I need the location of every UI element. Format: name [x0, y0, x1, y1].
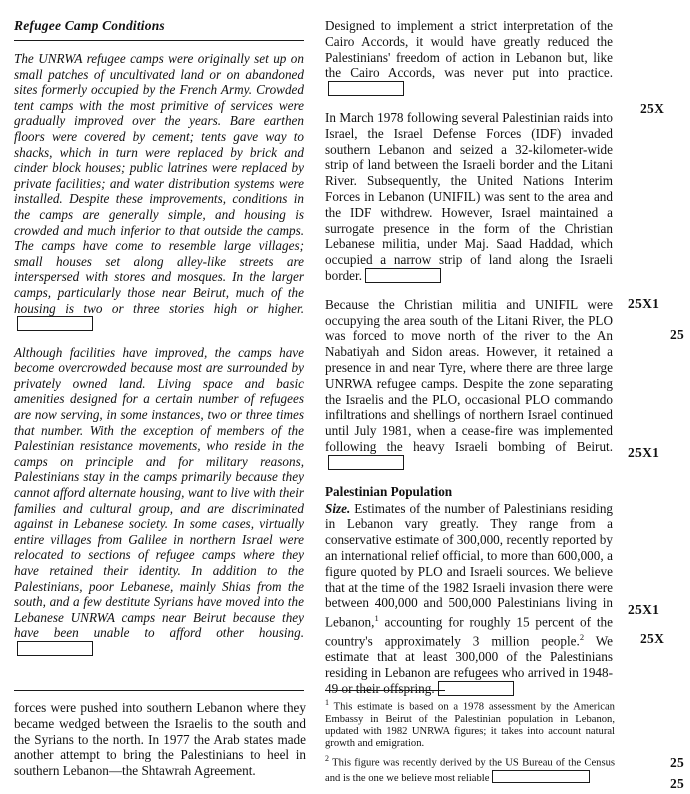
footnote-block: [325, 697, 615, 788]
right-paragraph-3: [325, 297, 613, 471]
classification-mark: 25X: [640, 101, 665, 116]
left-column: [14, 18, 304, 670]
right-paragraph-size: [325, 501, 613, 697]
right-paragraph-3-text: Because the Christian militia and UNIFIL were occupying the area south of the Litani River, the PLO was forced to move north of the river to the An Nabatiyah and Sidon areas. However, it retained a presence in and near Tyre, where there are three large UNRWA refugee camps. Despite the zone separating the Israelis and the PLO, occasional PLO commando infiltrations and shellings of northern Israel continued until July 1981, when a cease-fire was implemented following the heavy Israeli bombing of Beirut.: [325, 296, 613, 454]
classification-mark: 25X1: [628, 602, 660, 617]
subsection-heading-palestinian-population: Palestinian Population: [325, 483, 453, 499]
right-paragraph-2: [325, 110, 613, 284]
redaction-box: [365, 268, 441, 283]
right-paragraph-2-text: In March 1978 following several Palestinian raids into Israel, the Israel Defense Forces (IDF) invaded southern Lebanon and seized a 32-kilometer-wide strip of land between the Israeli border and the Litani River. Subsequently, the United Nations Interim Forces in Lebanon (UNIFIL) was sent to the area and the IDF withdrew. However, Israel maintained a surrogate presence in the form of the Christian Lebanese militia, under Maj. Saad Haddad, which occupied a narrow strip of land along the Israeli border.: [325, 109, 613, 283]
redaction-box: [17, 316, 93, 331]
classification-mark: 25: [670, 755, 685, 770]
section-heading-refugee-camp-conditions: Refugee Camp Conditions: [14, 18, 165, 33]
footnote-2: [325, 753, 615, 785]
footnote-2-marker: 2: [325, 754, 329, 764]
right-column: [325, 18, 613, 710]
classification-mark: 25X1: [628, 445, 660, 460]
redaction-box: [328, 455, 404, 470]
bottom-left-rule: [14, 690, 304, 691]
classification-mark: 25X: [640, 631, 665, 646]
left-paragraph-2-text: Although facilities have improved, the camps have become overcrowded because most are surrounded by privately owned land. Living space and basic amenities designed for a certain number of refugees are now serving, in some instances, two or three times that number. With the exception of members of the Palestinian resistance movements, who reside in the camps on principle and for military reasons, Palestinians stay in the camps primarily because they cannot afford alternate housing, want to live with their families and cultural group, and are discriminated against in Lebanese society. In some cases, virtually entire villages from Galilee in northern Israel were relocated to sections of refugee camps where they have retained their identity. In addition to the Palestinians, poor Lebanese, mainly Shias from the south, and a few destitute Syrians have moved into the Lebanese UNRWA camps near Beirut because they have been unable to afford other housing.: [14, 344, 304, 641]
size-paragraph-text-b: accounting for roughly 15 percent of the country's approximately 3 million people.: [325, 614, 614, 649]
size-paragraph-text-a: Estimates of the number of Palestinians residing in Lebanon vary greatly. They range from a conservative estimate of 300,000, recently reported by an international relief official, to more than 600,000, a figure quoted by PLO and Israeli sources. We believe that at the time of the 1982 Israeli invasion there were between 400,000 and 500,000 Palestinians living in Lebanon,: [325, 500, 614, 630]
footnote-1-marker: 1: [325, 698, 329, 707]
classification-mark: 25: [670, 776, 685, 791]
footnote-rule: [325, 690, 445, 691]
redaction-box: [438, 681, 514, 696]
footnote-ref-1: 1: [374, 613, 379, 624]
redaction-box: [17, 641, 93, 656]
footnote-1: [325, 697, 615, 750]
left-paragraph-1-text: The UNRWA refugee camps were originally set up on small patches of uncultivated land or on abandoned sites formerly occupied by the French Army. Crowded tent camps with the most primitive of services were gradually improved over the years. Bare earthen floors were covered by cement; tents gave way to shacks, which in turn were replaced by brick and cinder block houses; public latrines were replaced by private facilities; and water distribution systems were installed. Despite these improvements, conditions in the camps are generally simple, and housing is crowded and much inferior to that outside the camps. The camps have come to resemble large villages; small houses set along alley-like streets are interspersed with stores and mosques. In the larger camps, particularly those near Beirut, much of the housing is two or three stories high or higher.: [14, 51, 304, 316]
redaction-box: [328, 81, 404, 96]
right-paragraph-1-text: Designed to implement a strict interpretation of the Cairo Accords, it would have greatly reduced the Palestinians' freedom of action in Lebanon but, like the Cairo Accords, was never put into practice.: [325, 18, 613, 81]
right-paragraph-1: [325, 18, 613, 97]
footnote-1-text: This estimate is based on a 1978 assessment by the American Embassy in Beirut of the Palestinian population in Lebanon, updated with 1982 UNRWA figures; it takes into account natural growth and emigration.: [325, 701, 615, 750]
footnote-2-text: This figure was recently derived by the US Bureau of the Census and is the one we believe most reliable: [325, 757, 615, 785]
run-in-heading-size: Size.: [325, 500, 351, 516]
heading-rule: [14, 40, 304, 41]
bottom-left-continuation: [14, 700, 306, 779]
redaction-box: [492, 770, 590, 783]
bottom-left-text: forces were pushed into southern Lebanon where they became wedged between the Israelis to the south and the Syrians to the north. In 1977 the Arab states made another attempt to bring the Palestinians to heel in southern Lebanon—the Shtawrah Agreement.: [14, 700, 306, 779]
classification-mark: 25: [670, 327, 685, 342]
size-paragraph-text-c: We estimate that at least 300,000 of the Palestinians residing in Lebanon are refugees who arrived in 1948-49 or their offspring.: [325, 633, 613, 697]
left-paragraph-2: [14, 345, 304, 657]
classification-mark: 25X1: [628, 296, 660, 311]
footnote-ref-2: 2: [579, 632, 585, 643]
left-paragraph-1: [14, 51, 304, 332]
